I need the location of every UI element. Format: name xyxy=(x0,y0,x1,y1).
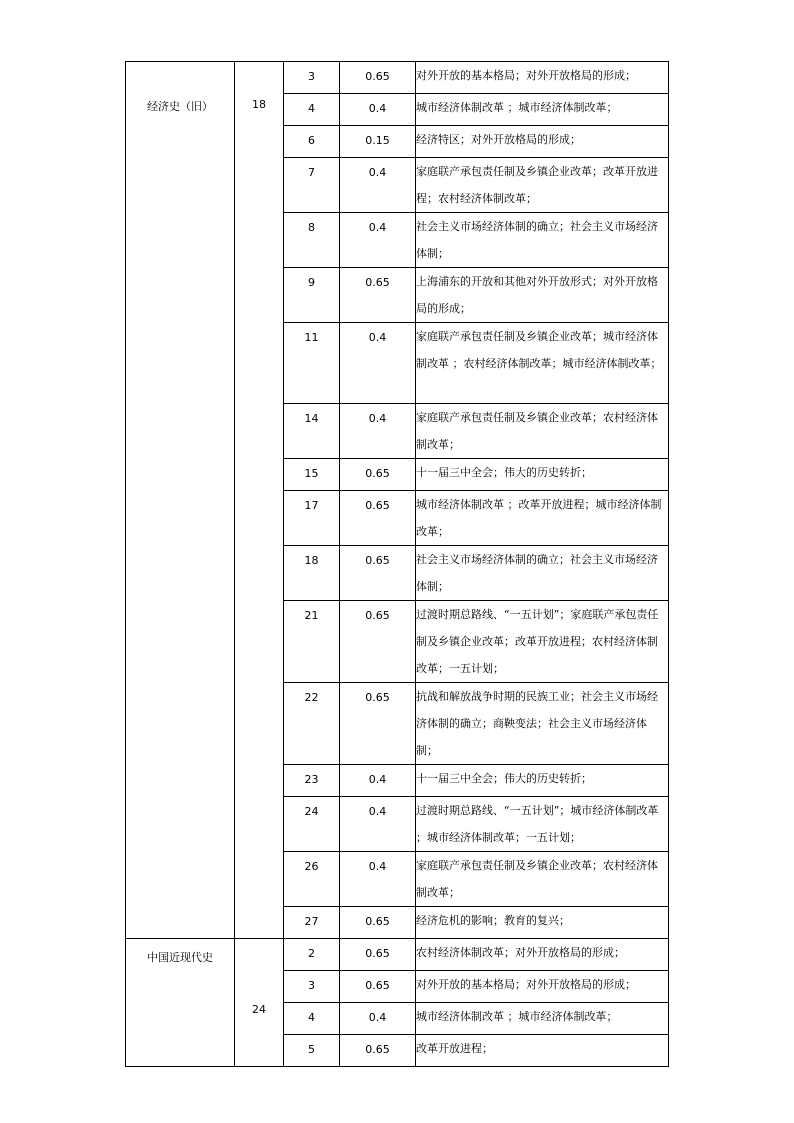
topics-text: 过渡时期总路线、“一五计划”；家庭联产承包责任制及乡镇企业改革；改革开放进程；农村经济体制改革；一五计划； xyxy=(416,608,659,675)
score-value: 0.4 xyxy=(368,166,387,179)
topics-text-cell xyxy=(416,852,669,907)
topics-text: 十一届三中全会；伟大的历史转折； xyxy=(416,466,592,479)
topics-text: 对外开放的基本格局；对外开放格局的形成； xyxy=(416,978,636,991)
question-number-cell xyxy=(284,546,340,601)
table-row xyxy=(126,62,669,94)
topics-text-cell xyxy=(416,268,669,323)
question-number-cell xyxy=(284,797,340,852)
question-number-cell xyxy=(284,323,340,404)
score-value: 0.4 xyxy=(368,412,387,425)
question-number: 27 xyxy=(304,915,319,928)
score-value-cell xyxy=(340,323,416,404)
subject-cell xyxy=(126,62,235,939)
topics-text-cell xyxy=(416,971,669,1003)
question-number-cell xyxy=(284,62,340,94)
score-value: 0.4 xyxy=(368,773,387,786)
question-number-cell xyxy=(284,94,340,126)
topics-text: 对外开放的基本格局；对外开放格局的形成； xyxy=(416,69,636,82)
score-value-cell xyxy=(340,939,416,971)
topics-text: 家庭联产承包责任制及乡镇企业改革；城市经济体制改革 ；农村经济体制改革；城市经济体制改革； xyxy=(416,330,662,370)
score-value: 0.4 xyxy=(368,331,387,344)
table-row xyxy=(126,939,669,971)
topics-text-cell xyxy=(416,1035,669,1067)
question-number: 2 xyxy=(308,947,315,960)
question-count-cell xyxy=(235,939,284,1067)
question-number: 15 xyxy=(304,467,319,480)
score-value: 0.4 xyxy=(368,805,387,818)
score-value-cell xyxy=(340,765,416,797)
question-number-cell xyxy=(284,126,340,158)
question-number: 18 xyxy=(304,554,319,567)
topics-text-cell xyxy=(416,323,669,404)
topics-text: 家庭联产承包责任制及乡镇企业改革；农村经济体制改革； xyxy=(416,411,658,451)
topics-text: 家庭联产承包责任制及乡镇企业改革；改革开放进程；农村经济体制改革； xyxy=(416,165,658,205)
question-number: 5 xyxy=(308,1043,315,1056)
topics-text-cell xyxy=(416,601,669,683)
question-number-cell xyxy=(284,852,340,907)
score-table xyxy=(125,61,669,1067)
topics-text-cell xyxy=(416,907,669,939)
question-number-cell xyxy=(284,404,340,459)
question-number-cell xyxy=(284,939,340,971)
score-value-cell xyxy=(340,797,416,852)
score-value-cell xyxy=(340,852,416,907)
question-number: 22 xyxy=(304,691,319,704)
score-value: 0.65 xyxy=(365,467,390,480)
topics-text-cell xyxy=(416,797,669,852)
topics-text-cell xyxy=(416,1003,669,1035)
question-number: 3 xyxy=(308,979,315,992)
score-value: 0.65 xyxy=(365,70,390,83)
topics-text-cell xyxy=(416,126,669,158)
score-value: 0.4 xyxy=(368,860,387,873)
topics-text-cell xyxy=(416,546,669,601)
score-value: 0.4 xyxy=(368,1011,387,1024)
question-number-cell xyxy=(284,1003,340,1035)
question-number: 8 xyxy=(308,221,315,234)
topics-text-cell xyxy=(416,213,669,268)
score-value-cell xyxy=(340,459,416,491)
question-number-cell xyxy=(284,601,340,683)
topics-text: 上海浦东的开放和其他对外开放形式；对外开放格局的形成； xyxy=(416,275,658,315)
question-number-cell xyxy=(284,158,340,213)
question-number: 14 xyxy=(304,412,319,425)
question-number: 7 xyxy=(308,166,315,179)
question-number: 26 xyxy=(304,860,319,873)
topics-text-cell xyxy=(416,683,669,765)
topics-text: 城市经济体制改革 ；城市经济体制改革； xyxy=(416,1010,618,1023)
question-count: 18 xyxy=(252,98,266,111)
topics-text-cell xyxy=(416,459,669,491)
question-number-cell xyxy=(284,765,340,797)
score-value-cell xyxy=(340,546,416,601)
topics-text-cell xyxy=(416,158,669,213)
topics-text: 社会主义市场经济体制的确立；社会主义市场经济体制； xyxy=(416,220,658,260)
score-value-cell xyxy=(340,213,416,268)
topics-text: 城市经济体制改革 ；城市经济体制改革； xyxy=(416,101,618,114)
topics-text-cell xyxy=(416,939,669,971)
score-value-cell xyxy=(340,971,416,1003)
subject-cell xyxy=(126,939,235,1067)
score-value-cell xyxy=(340,907,416,939)
score-table-body xyxy=(126,62,669,1067)
question-number-cell xyxy=(284,907,340,939)
score-value: 0.65 xyxy=(365,979,390,992)
question-count: 24 xyxy=(252,1003,266,1016)
topics-text: 社会主义市场经济体制的确立；社会主义市场经济体制； xyxy=(416,553,658,593)
score-value: 0.15 xyxy=(365,134,390,147)
question-number-cell xyxy=(284,491,340,546)
question-number-cell xyxy=(284,683,340,765)
topics-text-cell xyxy=(416,94,669,126)
question-number-cell xyxy=(284,268,340,323)
question-count-cell xyxy=(235,62,284,939)
subject-name: 经济史（旧） xyxy=(147,100,213,113)
question-number-cell xyxy=(284,459,340,491)
score-value: 0.65 xyxy=(365,609,390,622)
topics-text: 抗战和解放战争时期的民族工业；社会主义市场经济体制的确立；商鞅变法；社会主义市场经济体制； xyxy=(416,690,658,757)
question-number: 9 xyxy=(308,276,315,289)
question-number-cell xyxy=(284,971,340,1003)
score-value: 0.65 xyxy=(365,554,390,567)
question-number: 3 xyxy=(308,70,315,83)
score-value: 0.65 xyxy=(365,947,390,960)
score-value-cell xyxy=(340,126,416,158)
question-number-cell xyxy=(284,213,340,268)
topics-text: 经济危机的影响；教育的复兴； xyxy=(416,914,570,927)
topics-text: 过渡时期总路线、“一五计划”；城市经济体制改革 ；城市经济体制改革；一五计划； xyxy=(416,804,659,844)
score-value-cell xyxy=(340,683,416,765)
topics-text: 经济特区；对外开放格局的形成； xyxy=(416,133,581,146)
score-value-cell xyxy=(340,158,416,213)
question-number: 21 xyxy=(304,609,319,622)
score-value-cell xyxy=(340,1003,416,1035)
topics-text: 十一届三中全会；伟大的历史转折； xyxy=(416,772,592,785)
topics-text-cell xyxy=(416,765,669,797)
score-value-cell xyxy=(340,268,416,323)
question-number: 4 xyxy=(308,102,315,115)
score-value: 0.65 xyxy=(365,499,390,512)
question-number: 23 xyxy=(304,773,319,786)
topics-text: 改革开放进程； xyxy=(416,1042,493,1055)
score-value-cell xyxy=(340,94,416,126)
score-value: 0.4 xyxy=(368,102,387,115)
topics-text: 城市经济体制改革 ；改革开放进程；城市经济体制改革； xyxy=(416,498,662,538)
score-value: 0.65 xyxy=(365,691,390,704)
topics-text: 农村经济体制改革；对外开放格局的形成； xyxy=(416,946,625,959)
topics-text: 家庭联产承包责任制及乡镇企业改革；农村经济体制改革； xyxy=(416,859,658,899)
score-value-cell xyxy=(340,601,416,683)
question-number: 24 xyxy=(304,805,319,818)
score-value-cell xyxy=(340,62,416,94)
question-number: 4 xyxy=(308,1011,315,1024)
subject-name: 中国近现代史 xyxy=(147,951,213,964)
question-number-cell xyxy=(284,1035,340,1067)
score-value: 0.4 xyxy=(368,221,387,234)
question-number: 17 xyxy=(304,499,319,512)
score-value-cell xyxy=(340,404,416,459)
score-value: 0.65 xyxy=(365,1043,390,1056)
topics-text-cell xyxy=(416,491,669,546)
topics-text-cell xyxy=(416,404,669,459)
score-value-cell xyxy=(340,491,416,546)
score-value: 0.65 xyxy=(365,276,390,289)
score-value: 0.65 xyxy=(365,915,390,928)
topics-text-cell xyxy=(416,62,669,94)
question-number: 6 xyxy=(308,134,315,147)
score-value-cell xyxy=(340,1035,416,1067)
question-number: 11 xyxy=(304,331,319,344)
